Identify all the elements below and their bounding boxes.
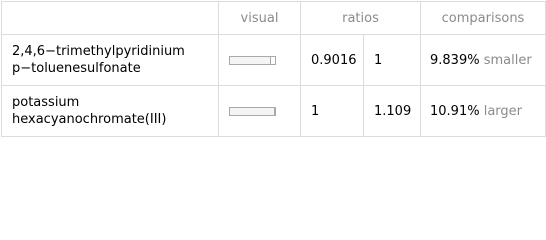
visual-cell: [219, 35, 301, 86]
comparison-value: 9.839%: [430, 52, 480, 68]
compound-name: [2, 35, 219, 86]
header-row: [2, 2, 546, 35]
comparison-cell: [421, 86, 546, 137]
compound-name-line1: potassium: [12, 95, 80, 110]
header-comparisons: comparisons: [421, 2, 546, 35]
ratio-bar-tick: [274, 107, 275, 116]
ratio-bar-tick: [270, 56, 271, 65]
comparison-word: larger: [483, 103, 523, 119]
header-visual: visual: [219, 2, 301, 35]
header-ratios: ratios: [301, 2, 421, 35]
ratio-a: 0.9016: [301, 35, 364, 86]
comparison-word: smaller: [483, 52, 532, 68]
comparison-cell: [421, 35, 546, 86]
ratio-bar: [229, 56, 276, 65]
compound-name-line1: 2,4,6−trimethylpyridinium: [12, 44, 185, 59]
ratio-bar: [229, 107, 276, 116]
ratio-b: 1: [364, 35, 421, 86]
ratio-a: 1: [301, 86, 364, 137]
compound-name: [2, 86, 219, 137]
header-empty: [2, 2, 219, 35]
comparison-value: 10.91%: [430, 103, 480, 119]
visual-cell: [219, 86, 301, 137]
table-row: [2, 86, 546, 137]
ratio-bar-fill: [230, 108, 275, 115]
compound-name-line2: p−toluenesulfonate: [12, 61, 141, 76]
comparison-table: [1, 1, 546, 137]
ratio-bar-fill: [230, 57, 271, 64]
compound-name-line2: hexacyanochromate(III): [12, 112, 167, 127]
ratio-b: 1.109: [364, 86, 421, 137]
table-row: [2, 35, 546, 86]
